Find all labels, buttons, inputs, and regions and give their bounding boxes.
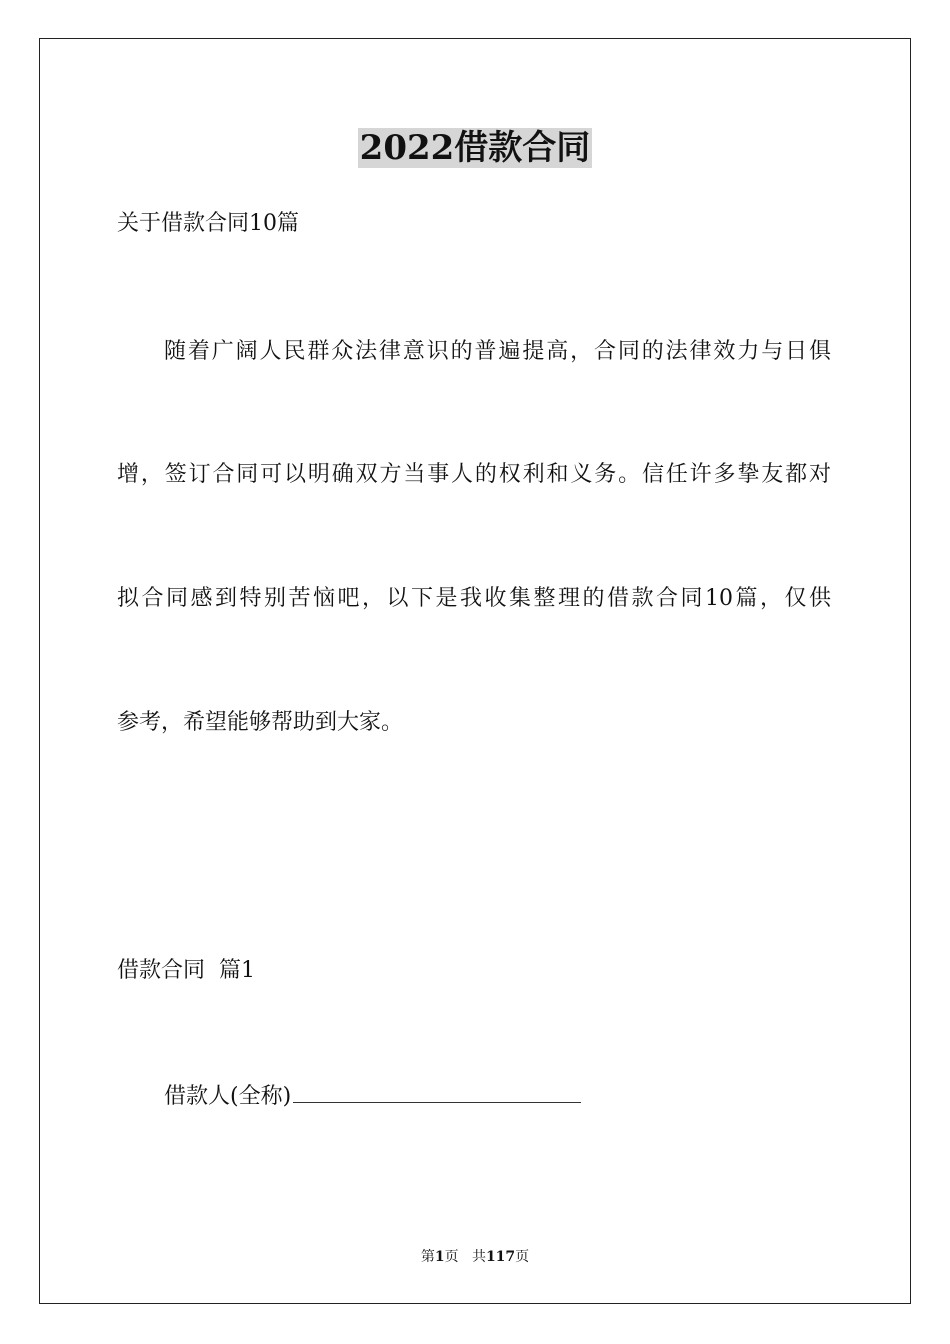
footer-current-page: 1 [434, 1249, 445, 1265]
intro-paragraph-line-2: 增，签订合同可以明确双方当事人的权利和义务。信任许多挚友都对 [117, 462, 831, 487]
intro-paragraph-line-1: 随着广阔人民群众法律意识的普遍提高，合同的法律效力与日俱 [164, 339, 831, 364]
footer-total-prefix: 共 [471, 1249, 486, 1265]
footer-page-word: 页 [444, 1249, 459, 1265]
section-heading: 借款合同 篇1 [117, 958, 255, 983]
borrower-name-blank[interactable] [293, 1080, 581, 1103]
intro-paragraph-line-4: 参考，希望能够帮助到大家。 [117, 710, 404, 735]
borrower-label: 借款人(全称) [164, 1084, 292, 1109]
document-title-text: 2022借款合同 [359, 128, 591, 168]
footer-total-pages: 117 [485, 1249, 516, 1265]
footer-total-suffix: 页 [515, 1249, 530, 1265]
page-footer [0, 1247, 950, 1267]
document-subtitle: 关于借款合同10篇 [117, 211, 299, 236]
footer-prefix: 第 [420, 1249, 435, 1265]
borrower-field [164, 1080, 581, 1112]
intro-paragraph-line-3: 拟合同感到特别苦恼吧，以下是我收集整理的借款合同10篇，仅供 [117, 586, 831, 611]
document-title [0, 126, 950, 170]
